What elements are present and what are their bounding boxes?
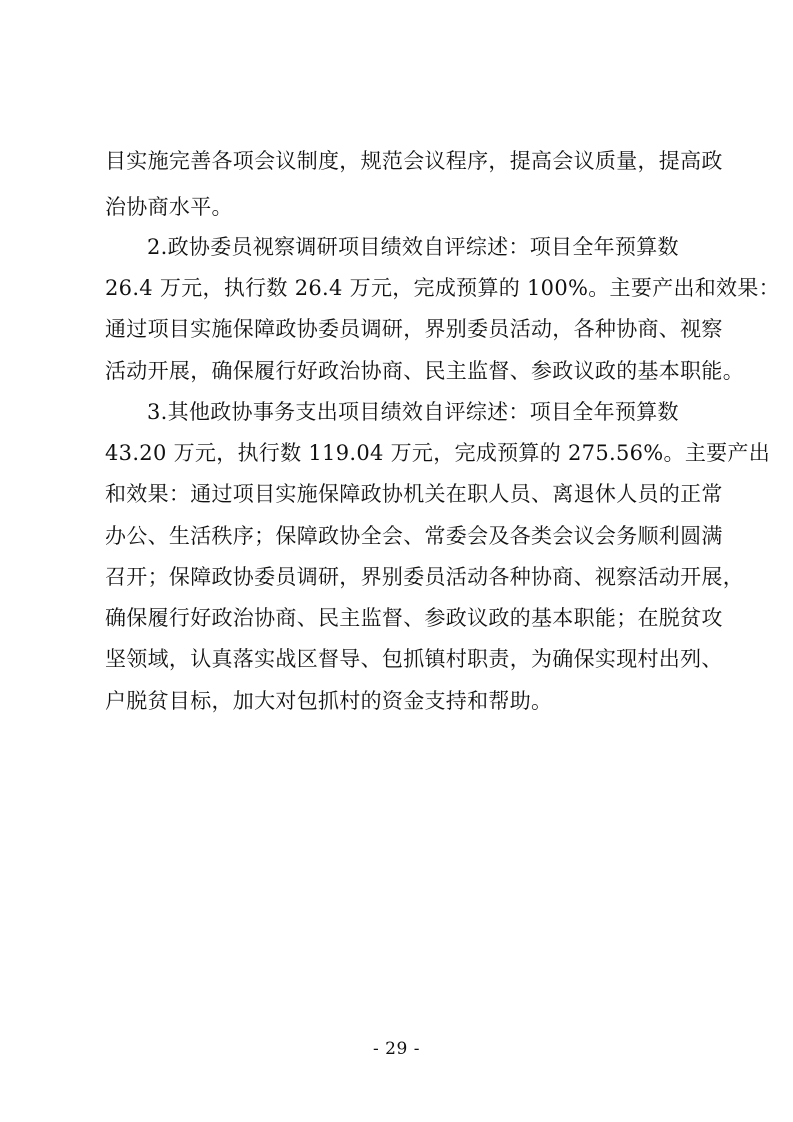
paragraph-3-line-7: 坚领域，认真落实战区督导、包抓镇村职责，为确保实现村出列、 xyxy=(105,647,723,671)
paragraph-2-line-3: 通过项目实施保障政协委员调研，界别委员活动，各种协商、视察 xyxy=(105,317,723,341)
paragraph-1-line-2: 治协商水平。 xyxy=(105,195,233,219)
paragraph-3-line-6: 确保履行好政治协商、民主监督、参政议政的基本职能；在脱贫攻 xyxy=(105,606,723,630)
paragraph-1-line-1: 目实施完善各项会议制度，规范会议程序，提高会议质量，提高政 xyxy=(105,149,723,173)
paragraph-2-line-4: 活动开展，确保履行好政治协商、民主监督、参政议政的基本职能。 xyxy=(105,359,744,383)
page-number: - 29 - xyxy=(373,1039,420,1059)
paragraph-3-line-5: 召开；保障政协委员调研，界别委员活动各种协商、视察活动开展， xyxy=(105,565,744,589)
paragraph-2-line-1: 2.政协委员视察调研项目绩效自评综述：项目全年预算数 xyxy=(147,235,679,259)
paragraph-3-line-4: 办公、生活秩序；保障政协全会、常委会及各类会议会务顺利圆满 xyxy=(105,524,723,548)
paragraph-2-line-2: 26.4 万元，执行数 26.4 万元，完成预算的 100%。主要产出和效果： xyxy=(105,276,780,300)
paragraph-3-line-8: 户脱贫目标，加大对包抓村的资金支持和帮助。 xyxy=(105,689,553,713)
paragraph-3-line-2: 43.20 万元，执行数 119.04 万元，完成预算的 275.56%。主要产出 xyxy=(105,441,771,465)
paragraph-3-line-3: 和效果：通过项目实施保障政协机关在职人员、离退休人员的正常 xyxy=(105,482,723,506)
paragraph-3-line-1: 3.其他政协事务支出项目绩效自评综述：项目全年预算数 xyxy=(147,400,679,424)
